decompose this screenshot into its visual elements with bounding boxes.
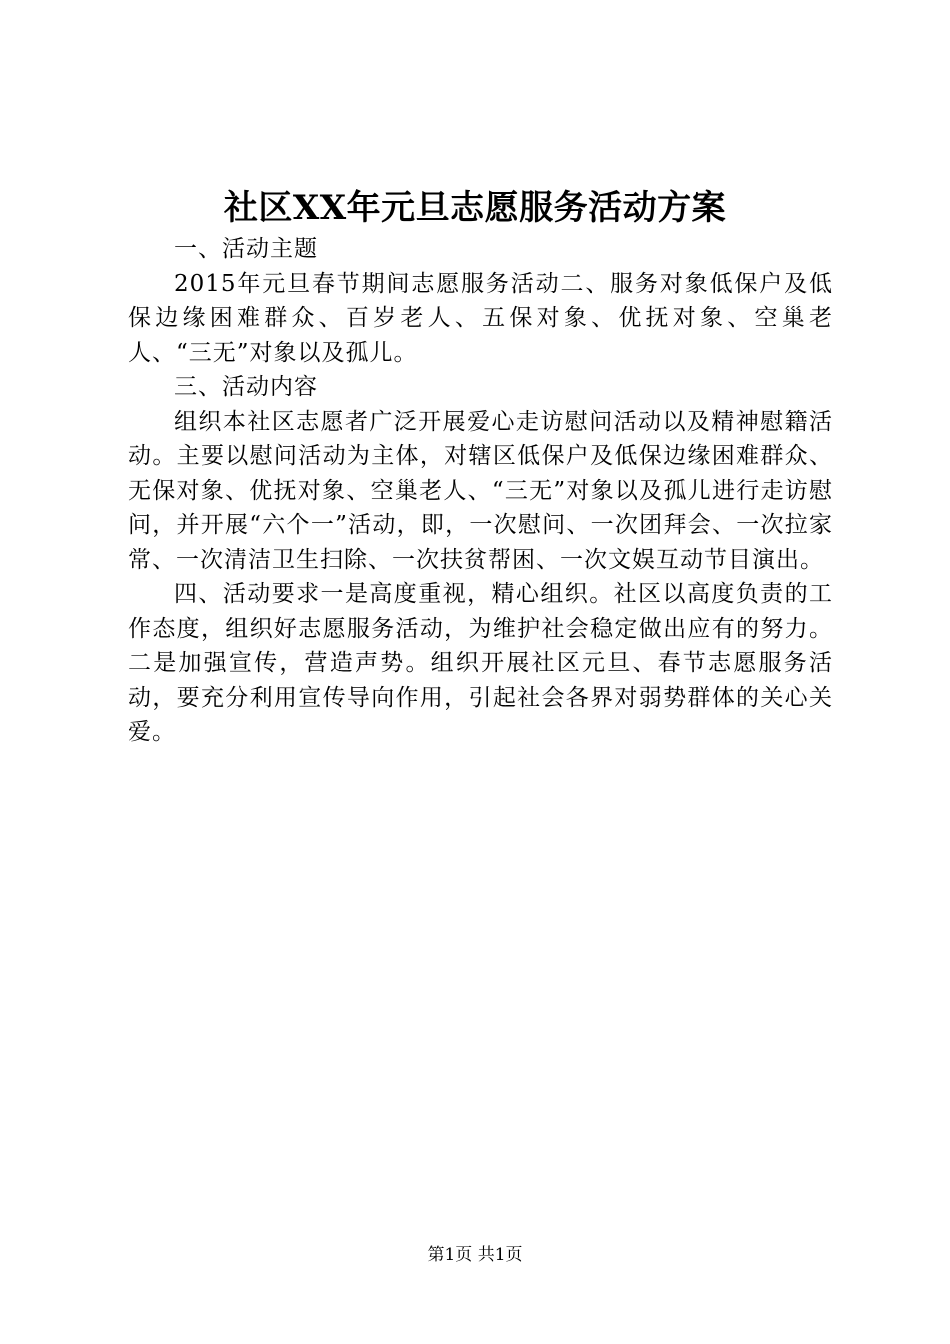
section-heading-theme: 一、活动主题 (174, 236, 318, 262)
document-body (128, 232, 833, 750)
page-number-footer: 第1页 共1页 (427, 1245, 523, 1265)
paragraph-theme-and-targets: 2015年元旦春节期间志愿服务活动二、服务对象低保户及低保边缘困难群众、百岁老人、五保对象、优抚对象、空巢老人、“三无”对象以及孤儿。 (128, 270, 833, 366)
section-heading-content: 三、活动内容 (174, 374, 318, 400)
paragraph-activity-content: 组织本社区志愿者广泛开展爱心走访慰问活动以及精神慰籍活动。主要以慰问活动为主体，对辖区低保户及低保边缘困难群众、无保对象、优抚对象、空巢老人、“三无”对象以及孤儿进行走访慰问，并开展“六个一”活动，即，一次慰问、一次团拜会、一次拉家常、一次清洁卫生扫除、一次扶贫帮困、一次文娱互动节目演出。 (128, 408, 833, 573)
paragraph-requirements: 四、活动要求一是高度重视，精心组织。社区以高度负责的工作态度，组织好志愿服务活动，为维护社会稳定做出应有的努力。二是加强宣传，营造声势。组织开展社区元旦、春节志愿服务活动，要充分利用宣传导向作用，引起社会各界对弱势群体的关心关爱。 (128, 581, 833, 745)
document-title: 社区XX年元旦志愿服务活动方案 (223, 188, 727, 228)
